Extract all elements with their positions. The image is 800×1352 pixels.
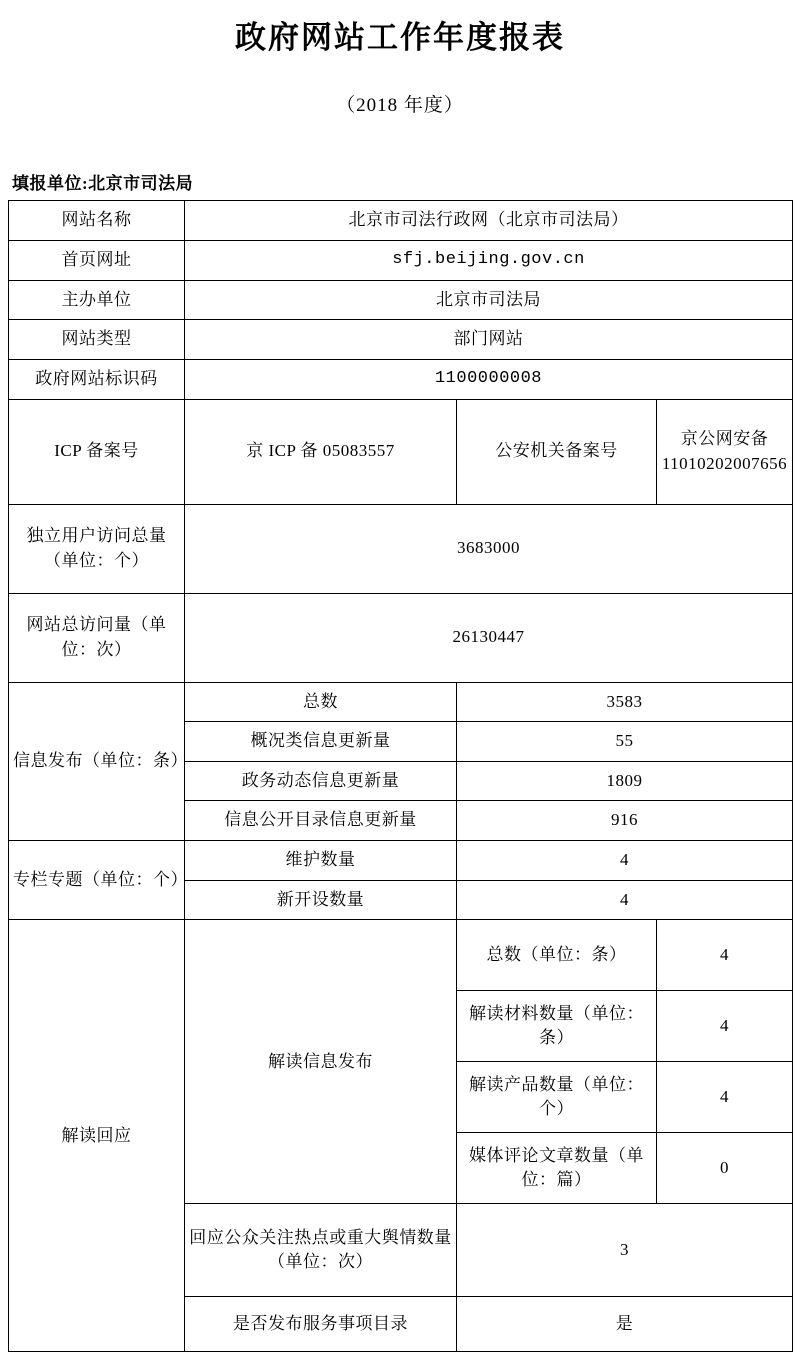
maintain-count-label: 维护数量 (185, 841, 457, 881)
page-title: 政府网站工作年度报表 (235, 20, 565, 55)
table-row (9, 399, 793, 504)
site-type-label: 网站类型 (9, 320, 185, 360)
icp-value: 京 ICP 备 05083557 (185, 399, 457, 504)
unique-visitors-label: 独立用户访问总量（单位：个） (9, 504, 185, 593)
interpret-product-label: 解读产品数量（单位：个） (457, 1062, 657, 1133)
interpret-reply-label: 解读回应 (9, 920, 185, 1352)
police-record-value: 京公网安备 11010202007656 (657, 399, 793, 504)
info-catalog-value: 916 (457, 801, 793, 841)
service-catalog-label: 是否发布服务事项目录 (185, 1297, 457, 1352)
site-code-label: 政府网站标识码 (9, 359, 185, 399)
info-catalog-label: 信息公开目录信息更新量 (185, 801, 457, 841)
service-catalog-value: 是 (457, 1297, 793, 1352)
media-comment-value: 0 (657, 1133, 793, 1204)
table-row (9, 593, 793, 682)
table-row (9, 504, 793, 593)
info-overview-label: 概况类信息更新量 (185, 722, 457, 762)
interpret-release-label: 解读信息发布 (185, 920, 457, 1204)
interpret-total-label: 总数（单位：条） (457, 920, 657, 991)
unique-visitors-value: 3683000 (185, 504, 793, 593)
maintain-count-value: 4 (457, 841, 793, 881)
report-page (0, 18, 800, 1352)
info-dynamic-label: 政务动态信息更新量 (185, 761, 457, 801)
total-visits-label: 网站总访问量（单位：次） (9, 593, 185, 682)
interpret-total-value: 4 (657, 920, 793, 991)
page-subtitle: （2018 年度） (336, 95, 464, 117)
site-name-label: 网站名称 (9, 201, 185, 241)
interpret-product-value: 4 (657, 1062, 793, 1133)
organizer-label: 主办单位 (9, 280, 185, 320)
organizer-value: 北京市司法局 (185, 280, 793, 320)
table-row (9, 682, 793, 722)
homepage-url-label: 首页网址 (9, 240, 185, 280)
table-row (9, 841, 793, 881)
info-dynamic-value: 1809 (457, 761, 793, 801)
info-overview-value: 55 (457, 722, 793, 762)
table-row (9, 240, 793, 280)
hotspot-response-value: 3 (457, 1204, 793, 1297)
site-code-value: 1100000008 (185, 359, 793, 399)
table-row (9, 280, 793, 320)
total-visits-value: 26130447 (185, 593, 793, 682)
table-row (9, 920, 793, 991)
interpret-material-value: 4 (657, 991, 793, 1062)
reporting-unit: 填报单位:北京市司法局 (12, 174, 194, 194)
table-row (9, 359, 793, 399)
hotspot-response-label: 回应公众关注热点或重大舆情数量（单位：次） (185, 1204, 457, 1297)
new-open-count-value: 4 (457, 880, 793, 920)
homepage-url-value: sfj.beijing.gov.cn (185, 240, 793, 280)
interpret-material-label: 解读材料数量（单位：条） (457, 991, 657, 1062)
info-total-label: 总数 (185, 682, 457, 722)
info-total-value: 3583 (457, 682, 793, 722)
site-type-value: 部门网站 (185, 320, 793, 360)
table-row (9, 201, 793, 241)
site-name-value: 北京市司法行政网（北京市司法局） (185, 201, 793, 241)
column-topic-label: 专栏专题（单位：个） (9, 841, 185, 920)
icp-label: ICP 备案号 (9, 399, 185, 504)
table-row (9, 320, 793, 360)
info-release-label: 信息发布（单位：条） (9, 682, 185, 841)
media-comment-label: 媒体评论文章数量（单位：篇） (457, 1133, 657, 1204)
new-open-count-label: 新开设数量 (185, 880, 457, 920)
annual-report-table (8, 200, 793, 1352)
police-record-label: 公安机关备案号 (457, 399, 657, 504)
